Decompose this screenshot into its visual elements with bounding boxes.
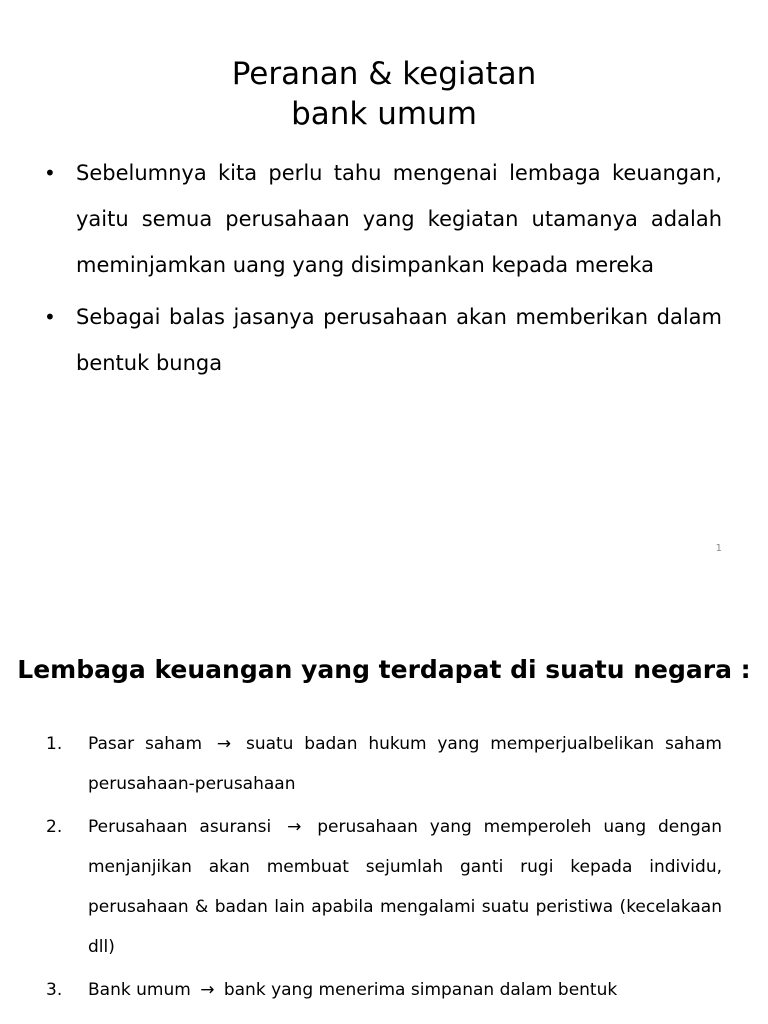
slide-title bbox=[0, 54, 768, 134]
bullet-text: Sebelumnya kita perlu tahu mengenai lembaga keuangan, yaitu semua perusahaan yang kegiatan utamanya adalah meminjamkan uang yang disimpankan kepada mereka bbox=[76, 161, 722, 277]
item-text: suatu badan hukum yang memperjualbelikan saham perusahaan-perusahaan bbox=[88, 734, 722, 794]
arrow-right-icon: → bbox=[216, 734, 232, 754]
item-text: perusahaan yang memperoleh uang dengan menjanjikan akan membuat sejumlah ganti rugi kepada individu, perusahaan & badan lain apabila mengalami suatu peristiwa (kecelakaan dll) bbox=[88, 817, 722, 957]
slide-title-line-1: Peranan & kegiatan bbox=[231, 55, 537, 92]
bullet-dot-icon: • bbox=[44, 305, 56, 329]
bullet-item bbox=[44, 294, 722, 386]
bullet-dot-icon: • bbox=[44, 161, 56, 185]
list-number: 1. bbox=[46, 734, 63, 754]
bullet-list bbox=[44, 150, 722, 392]
list-item bbox=[46, 724, 722, 804]
item-term: Perusahaan asuransi bbox=[88, 817, 272, 837]
numbered-list bbox=[46, 724, 722, 1013]
bullet-item bbox=[44, 150, 722, 288]
list-item bbox=[46, 807, 722, 967]
page-number: 1 bbox=[715, 543, 722, 554]
item-text: bank yang menerima simpanan dalam bentuk bbox=[223, 980, 618, 1000]
bullet-text: Sebagai balas jasanya perusahaan akan memberikan dalam bentuk bunga bbox=[76, 305, 722, 375]
item-term: Pasar saham bbox=[88, 734, 203, 754]
item-term: Bank umum bbox=[88, 980, 191, 1000]
slide-2 bbox=[0, 570, 768, 1024]
arrow-right-icon: → bbox=[287, 817, 302, 837]
arrow-right-icon: → bbox=[200, 980, 215, 1000]
list-item bbox=[46, 970, 722, 1010]
slide-title: Lembaga keuangan yang terdapat di suatu negara : bbox=[17, 654, 751, 684]
list-number: 2. bbox=[46, 817, 63, 837]
list-number: 3. bbox=[46, 980, 63, 1000]
slide-title-line-2: bank umum bbox=[291, 95, 477, 132]
